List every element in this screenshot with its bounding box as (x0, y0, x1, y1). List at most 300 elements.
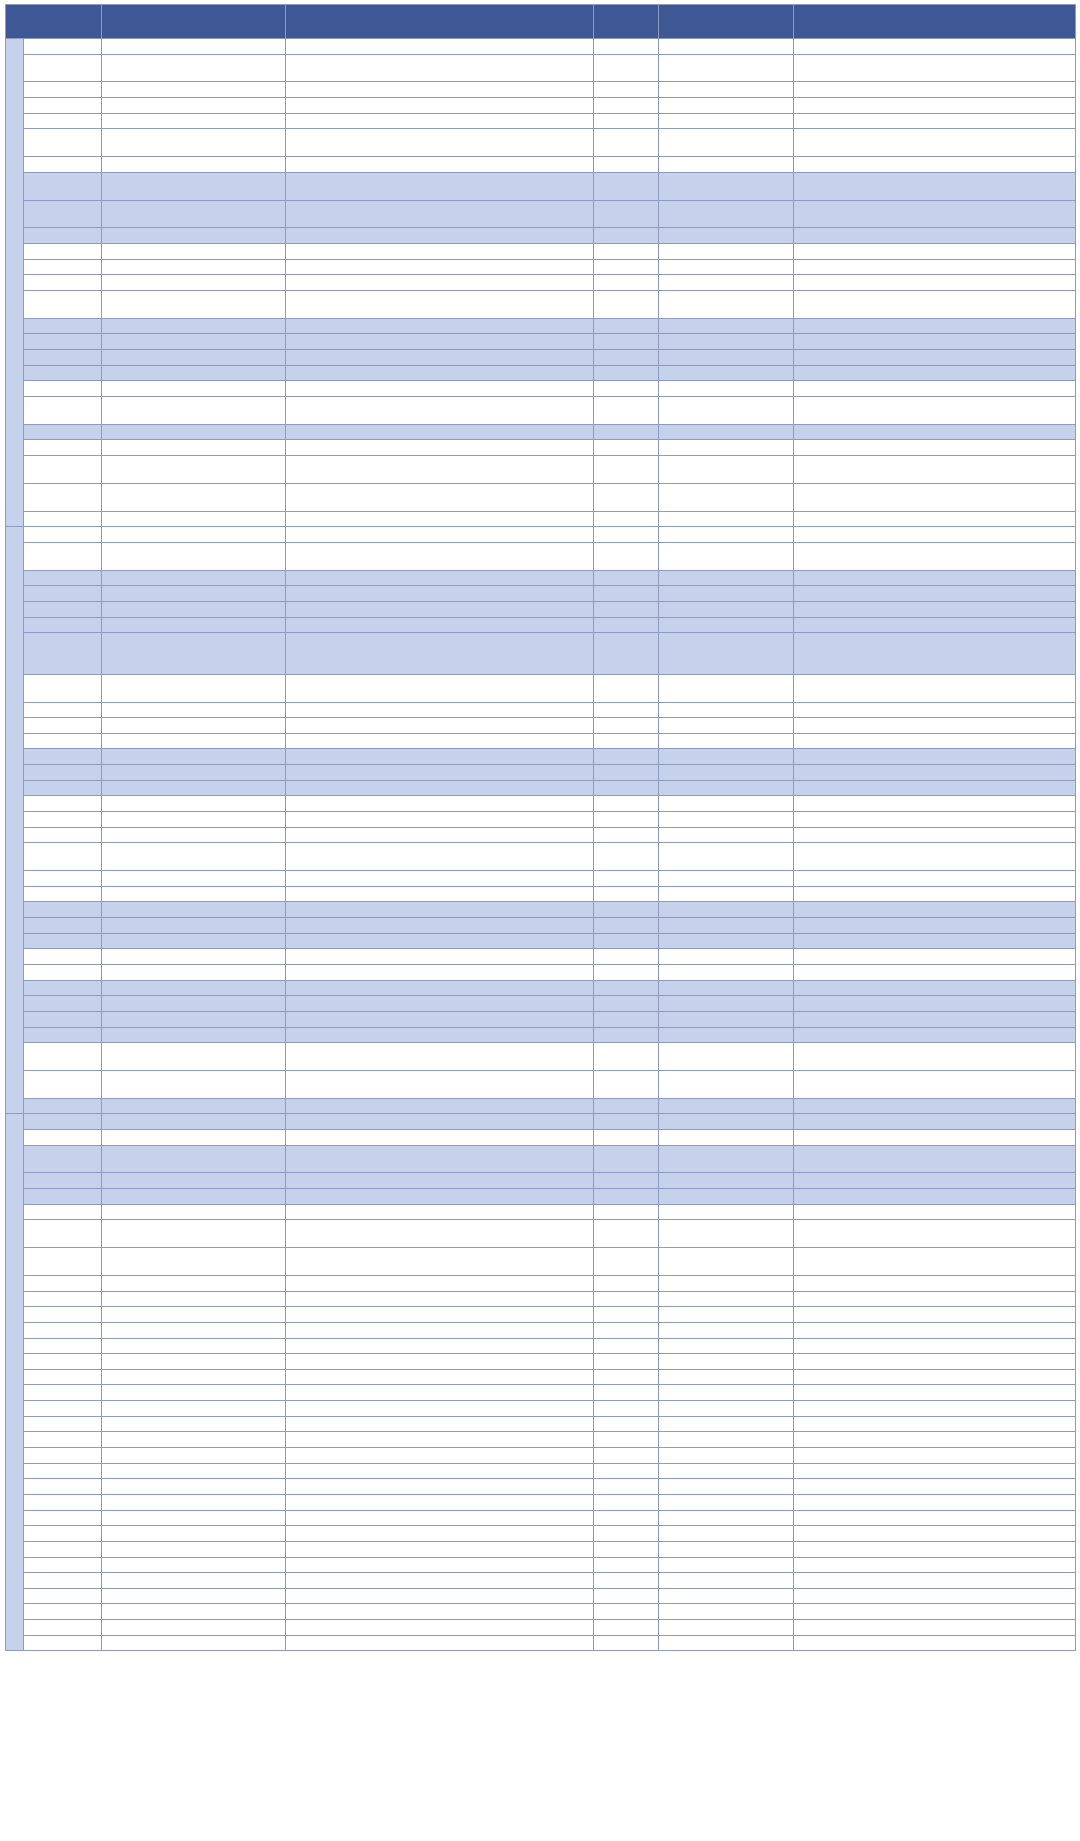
table-row (6, 1307, 1076, 1323)
cell-parking-name (102, 674, 286, 702)
cell-scenic-spot (794, 886, 1076, 902)
cell-address (286, 812, 594, 828)
cell-district (24, 886, 102, 902)
cell-parking-name (102, 440, 286, 456)
cell-spaces (594, 1635, 659, 1651)
table-row (6, 365, 1076, 381)
cell-near-scenic (659, 98, 794, 114)
cell-scenic-spot (794, 980, 1076, 996)
cell-address (286, 765, 594, 781)
cell-near-scenic (659, 381, 794, 397)
cell-parking-name (102, 1401, 286, 1417)
cell-near-scenic (659, 980, 794, 996)
cell-near-scenic (659, 1448, 794, 1464)
cell-address (286, 586, 594, 602)
cell-district (24, 1043, 102, 1071)
table-row (6, 633, 1076, 675)
cell-near-scenic (659, 1043, 794, 1071)
cell-address (286, 200, 594, 228)
cell-scenic-spot (794, 780, 1076, 796)
cell-scenic-spot (794, 527, 1076, 543)
cell-parking-name (102, 542, 286, 570)
cell-scenic-spot (794, 1541, 1076, 1557)
cell-parking-name (102, 949, 286, 965)
cell-spaces (594, 129, 659, 157)
cell-address (286, 918, 594, 934)
parking-table (5, 4, 1076, 1651)
cell-spaces (594, 674, 659, 702)
cell-near-scenic (659, 733, 794, 749)
cell-district (24, 980, 102, 996)
cell-scenic-spot (794, 39, 1076, 55)
cell-district (24, 172, 102, 200)
table-row (6, 290, 1076, 318)
cell-scenic-spot (794, 702, 1076, 718)
cell-parking-name (102, 780, 286, 796)
cell-parking-name (102, 812, 286, 828)
cell-scenic-spot (794, 674, 1076, 702)
cell-parking-name (102, 365, 286, 381)
cell-address (286, 1173, 594, 1189)
cell-address (286, 780, 594, 796)
cell-parking-name (102, 601, 286, 617)
cell-district (24, 1635, 102, 1651)
table-row (6, 113, 1076, 129)
cell-scenic-spot (794, 1401, 1076, 1417)
cell-scenic-spot (794, 82, 1076, 98)
cell-spaces (594, 1401, 659, 1417)
cell-scenic-spot (794, 1338, 1076, 1354)
cell-near-scenic (659, 871, 794, 887)
cell-parking-name (102, 1173, 286, 1189)
table-row (6, 1541, 1076, 1557)
cell-scenic-spot (794, 796, 1076, 812)
table-row (6, 617, 1076, 633)
cell-near-scenic (659, 1130, 794, 1146)
cell-parking-name (102, 157, 286, 173)
cell-scenic-spot (794, 334, 1076, 350)
cell-parking-name (102, 980, 286, 996)
cell-spaces (594, 949, 659, 965)
cell-address (286, 1145, 594, 1173)
cell-scenic-spot (794, 1432, 1076, 1448)
cell-address (286, 674, 594, 702)
cell-district (24, 1248, 102, 1276)
cell-spaces (594, 365, 659, 381)
cell-near-scenic (659, 1573, 794, 1589)
cell-near-scenic (659, 1401, 794, 1417)
cell-parking-name (102, 511, 286, 527)
table-row (6, 918, 1076, 934)
cell-spaces (594, 200, 659, 228)
table-row (6, 1204, 1076, 1220)
cell-spaces (594, 1248, 659, 1276)
cell-spaces (594, 902, 659, 918)
cell-address (286, 1307, 594, 1323)
cell-near-scenic (659, 1369, 794, 1385)
cell-district (24, 733, 102, 749)
cell-spaces (594, 1043, 659, 1071)
cell-parking-name (102, 702, 286, 718)
cell-district (24, 1098, 102, 1114)
cell-parking-name (102, 1043, 286, 1071)
cell-spaces (594, 1620, 659, 1636)
cell-scenic-spot (794, 1130, 1076, 1146)
cell-address (286, 1220, 594, 1248)
cell-spaces (594, 886, 659, 902)
table-row (6, 54, 1076, 82)
cell-parking-name (102, 1130, 286, 1146)
cell-spaces (594, 54, 659, 82)
table-row (6, 440, 1076, 456)
cell-scenic-spot (794, 54, 1076, 82)
cell-address (286, 396, 594, 424)
cell-parking-name (102, 244, 286, 260)
cell-address (286, 456, 594, 484)
cell-spaces (594, 1604, 659, 1620)
cell-district (24, 275, 102, 291)
cell-scenic-spot (794, 765, 1076, 781)
cell-district (24, 1204, 102, 1220)
cell-address (286, 827, 594, 843)
header-spaces (594, 5, 659, 39)
cell-near-scenic (659, 902, 794, 918)
cell-address (286, 933, 594, 949)
cell-address (286, 796, 594, 812)
cell-near-scenic (659, 1114, 794, 1130)
cell-scenic-spot (794, 871, 1076, 887)
cell-address (286, 1526, 594, 1542)
header-address (286, 5, 594, 39)
table-row (6, 1027, 1076, 1043)
cell-near-scenic (659, 456, 794, 484)
table-row (6, 1620, 1076, 1636)
cell-spaces (594, 259, 659, 275)
cell-scenic-spot (794, 586, 1076, 602)
table-row (6, 601, 1076, 617)
table-row (6, 586, 1076, 602)
cell-spaces (594, 1541, 659, 1557)
cell-parking-name (102, 1635, 286, 1651)
table-row (6, 718, 1076, 734)
cell-address (286, 275, 594, 291)
cell-scenic-spot (794, 1635, 1076, 1651)
cell-address (286, 157, 594, 173)
cell-near-scenic (659, 886, 794, 902)
cell-parking-name (102, 1307, 286, 1323)
cell-district (24, 780, 102, 796)
table-row (6, 812, 1076, 828)
cell-address (286, 1189, 594, 1205)
cell-address (286, 129, 594, 157)
cell-parking-name (102, 1322, 286, 1338)
cell-spaces (594, 796, 659, 812)
table-row (6, 275, 1076, 291)
cell-district (24, 259, 102, 275)
cell-address (286, 886, 594, 902)
table-row (6, 157, 1076, 173)
cell-address (286, 1463, 594, 1479)
cell-near-scenic (659, 1204, 794, 1220)
cell-district (24, 827, 102, 843)
cell-near-scenic (659, 949, 794, 965)
cell-address (286, 483, 594, 511)
cell-district (24, 949, 102, 965)
cell-district (24, 511, 102, 527)
table-row (6, 827, 1076, 843)
cell-spaces (594, 98, 659, 114)
table-row (6, 172, 1076, 200)
cell-address (286, 82, 594, 98)
cell-near-scenic (659, 334, 794, 350)
cell-parking-name (102, 1338, 286, 1354)
cell-address (286, 172, 594, 200)
table-row (6, 350, 1076, 366)
cell-spaces (594, 1416, 659, 1432)
cell-near-scenic (659, 570, 794, 586)
cell-parking-name (102, 617, 286, 633)
cell-near-scenic (659, 350, 794, 366)
table-row (6, 1604, 1076, 1620)
cell-spaces (594, 933, 659, 949)
cell-address (286, 964, 594, 980)
cell-district (24, 1463, 102, 1479)
cell-address (286, 1338, 594, 1354)
table-row (6, 733, 1076, 749)
cell-parking-name (102, 1011, 286, 1027)
cell-district (24, 1526, 102, 1542)
cell-address (286, 1027, 594, 1043)
cell-near-scenic (659, 617, 794, 633)
cell-spaces (594, 381, 659, 397)
cell-address (286, 1098, 594, 1114)
cell-address (286, 633, 594, 675)
cell-spaces (594, 1432, 659, 1448)
cell-address (286, 1204, 594, 1220)
cell-near-scenic (659, 1011, 794, 1027)
cell-address (286, 617, 594, 633)
table-row (6, 702, 1076, 718)
cell-district (24, 113, 102, 129)
cell-parking-name (102, 964, 286, 980)
cell-parking-name (102, 1620, 286, 1636)
cell-address (286, 1573, 594, 1589)
table-body (6, 39, 1076, 1651)
cell-district (24, 483, 102, 511)
cell-address (286, 1416, 594, 1432)
cell-parking-name (102, 1098, 286, 1114)
cell-near-scenic (659, 244, 794, 260)
cell-district (24, 1114, 102, 1130)
cell-address (286, 1448, 594, 1464)
cell-spaces (594, 1510, 659, 1526)
table-row (6, 1588, 1076, 1604)
cell-near-scenic (659, 1145, 794, 1173)
cell-near-scenic (659, 54, 794, 82)
table-row (6, 318, 1076, 334)
cell-address (286, 39, 594, 55)
cell-scenic-spot (794, 1145, 1076, 1173)
cell-near-scenic (659, 1098, 794, 1114)
cell-scenic-spot (794, 1027, 1076, 1043)
cell-district (24, 718, 102, 734)
cell-near-scenic (659, 1541, 794, 1557)
cell-district (24, 1354, 102, 1370)
cell-address (286, 1070, 594, 1098)
cell-district (24, 424, 102, 440)
cell-parking-name (102, 1354, 286, 1370)
table-row (6, 1291, 1076, 1307)
cell-address (286, 98, 594, 114)
cell-spaces (594, 1322, 659, 1338)
cell-spaces (594, 702, 659, 718)
cell-scenic-spot (794, 381, 1076, 397)
cell-district (24, 1416, 102, 1432)
cell-scenic-spot (794, 1463, 1076, 1479)
cell-parking-name (102, 1432, 286, 1448)
cell-near-scenic (659, 1620, 794, 1636)
cell-address (286, 733, 594, 749)
cell-district (24, 964, 102, 980)
table-row (6, 980, 1076, 996)
cell-near-scenic (659, 1173, 794, 1189)
header-parking-name (102, 5, 286, 39)
table-row (6, 1526, 1076, 1542)
cell-near-scenic (659, 396, 794, 424)
cell-scenic-spot (794, 244, 1076, 260)
cell-parking-name (102, 1204, 286, 1220)
cell-district (24, 456, 102, 484)
cell-near-scenic (659, 674, 794, 702)
cell-spaces (594, 1276, 659, 1292)
cell-spaces (594, 1448, 659, 1464)
cell-scenic-spot (794, 1369, 1076, 1385)
cell-parking-name (102, 483, 286, 511)
cell-spaces (594, 1114, 659, 1130)
cell-near-scenic (659, 440, 794, 456)
cell-scenic-spot (794, 1011, 1076, 1027)
cell-district (24, 228, 102, 244)
region-cell (6, 39, 24, 527)
cell-near-scenic (659, 157, 794, 173)
cell-near-scenic (659, 1322, 794, 1338)
cell-spaces (594, 511, 659, 527)
cell-spaces (594, 633, 659, 675)
cell-spaces (594, 1220, 659, 1248)
cell-spaces (594, 570, 659, 586)
cell-spaces (594, 617, 659, 633)
cell-spaces (594, 290, 659, 318)
cell-near-scenic (659, 1588, 794, 1604)
cell-parking-name (102, 1220, 286, 1248)
cell-parking-name (102, 172, 286, 200)
cell-address (286, 334, 594, 350)
cell-spaces (594, 733, 659, 749)
cell-address (286, 1401, 594, 1417)
table-row (6, 765, 1076, 781)
cell-near-scenic (659, 275, 794, 291)
cell-near-scenic (659, 1463, 794, 1479)
cell-address (286, 1130, 594, 1146)
cell-parking-name (102, 318, 286, 334)
table-row (6, 98, 1076, 114)
cell-parking-name (102, 1541, 286, 1557)
cell-scenic-spot (794, 812, 1076, 828)
table-row (6, 511, 1076, 527)
cell-spaces (594, 765, 659, 781)
cell-address (286, 1385, 594, 1401)
cell-near-scenic (659, 765, 794, 781)
cell-scenic-spot (794, 996, 1076, 1012)
cell-scenic-spot (794, 129, 1076, 157)
cell-district (24, 1369, 102, 1385)
table-row (6, 1463, 1076, 1479)
cell-spaces (594, 1526, 659, 1542)
cell-parking-name (102, 350, 286, 366)
cell-address (286, 1635, 594, 1651)
cell-district (24, 902, 102, 918)
cell-near-scenic (659, 1385, 794, 1401)
cell-address (286, 702, 594, 718)
cell-scenic-spot (794, 718, 1076, 734)
table-row (6, 1354, 1076, 1370)
cell-near-scenic (659, 200, 794, 228)
region-cell (6, 1114, 24, 1651)
cell-district (24, 933, 102, 949)
cell-near-scenic (659, 1604, 794, 1620)
cell-near-scenic (659, 996, 794, 1012)
cell-district (24, 1070, 102, 1098)
cell-district (24, 1479, 102, 1495)
cell-scenic-spot (794, 365, 1076, 381)
cell-district (24, 1510, 102, 1526)
cell-district (24, 1541, 102, 1557)
cell-spaces (594, 918, 659, 934)
cell-near-scenic (659, 483, 794, 511)
cell-spaces (594, 996, 659, 1012)
cell-parking-name (102, 113, 286, 129)
table-row (6, 1220, 1076, 1248)
cell-spaces (594, 1291, 659, 1307)
cell-district (24, 1322, 102, 1338)
cell-parking-name (102, 996, 286, 1012)
table-row (6, 796, 1076, 812)
cell-near-scenic (659, 918, 794, 934)
cell-spaces (594, 244, 659, 260)
cell-parking-name (102, 1448, 286, 1464)
cell-district (24, 1027, 102, 1043)
cell-spaces (594, 396, 659, 424)
cell-near-scenic (659, 542, 794, 570)
cell-parking-name (102, 54, 286, 82)
cell-address (286, 511, 594, 527)
cell-parking-name (102, 1114, 286, 1130)
cell-near-scenic (659, 82, 794, 98)
cell-scenic-spot (794, 918, 1076, 934)
cell-spaces (594, 1145, 659, 1173)
cell-address (286, 113, 594, 129)
cell-address (286, 350, 594, 366)
cell-district (24, 702, 102, 718)
table-row (6, 780, 1076, 796)
table-row (6, 259, 1076, 275)
cell-spaces (594, 1070, 659, 1098)
cell-scenic-spot (794, 1204, 1076, 1220)
parking-table-container (5, 4, 1075, 1651)
cell-spaces (594, 1369, 659, 1385)
cell-address (286, 1604, 594, 1620)
cell-spaces (594, 1011, 659, 1027)
